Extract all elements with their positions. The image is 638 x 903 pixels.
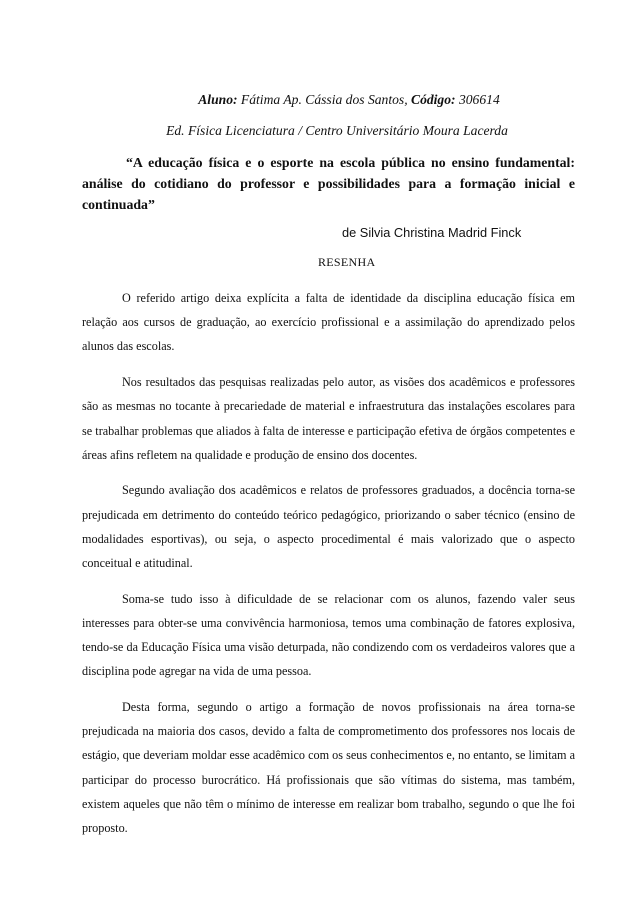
student-name: Fátima Ap. Cássia dos Santos, [237, 92, 411, 107]
paragraph: Soma-se tudo isso à dificuldade de se relacionar com os alunos, fazendo valer seus interesses para obter-se uma convivência harmoniosa, temos uma combinação de fatores explosiva, tendo-se da Educação Física uma visão deturpada, não condizendo com os verdadeiros valores que a disciplina pode agregar na vida de uma pessoa. [82, 591, 575, 679]
paragraph: Nos resultados das pesquisas realizadas pelo autor, as visões dos acadêmicos e professores são as mesmas no tocante à precariedade de material e infraestrutura das instalações escolares para se trabalhar problemas que aliados à falta de interesse e participação efetiva de órgãos competentes e áreas afins refletem na qualidade e produção de ensino dos docentes. [82, 375, 575, 462]
code-value: 306614 [455, 92, 500, 107]
review-body [82, 286, 575, 852]
course-info-line: Ed. Física Licenciatura / Centro Universitário Moura Lacerda [166, 123, 508, 138]
student-label: Aluno: [198, 92, 238, 107]
section-label: RESENHA [318, 255, 376, 269]
article-title: “A educação física e o esporte na escola pública no ensino fundamental: análise do cotidiano do professor e possibilidades para a formação inicial e continuada” [82, 155, 575, 212]
paragraph: Segundo avaliação dos acadêmicos e relatos de professores graduados, a docência torna-se prejudicada em detrimento do conteúdo teórico pedagógico, priorizando o saber técnico (ensino de modalidades esportivas), ou seja, o aspecto procedimental é mais valorizado que o aspecto conceitual e atitudinal. [82, 483, 575, 571]
paragraph: Desta forma, segundo o artigo a formação de novos profissionais na área torna-se prejudicada na maioria dos casos, devido a falta de comprometimento dos professores nos locais de estágio, que deveriam moldar esse acadêmico com os seus conhecimentos e, no entanto, se limitam a participar do processo burocrático. Há profissionais que são vítimas do sistema, mas também, existem aqueles que não têm o mínimo de interesse em realizar bom trabalho, segundo o que lhe foi proposto. [82, 700, 575, 836]
student-info-line [30, 92, 638, 108]
paragraph: O referido artigo deixa explícita a falta de identidade da disciplina educação física em relação aos cursos de graduação, ao exercício profissional e a assimilação do aprendizado pelos alunos das escolas. [82, 291, 575, 354]
code-label: Código: [411, 92, 456, 107]
article-author: de Silvia Christina Madrid Finck [342, 225, 522, 240]
